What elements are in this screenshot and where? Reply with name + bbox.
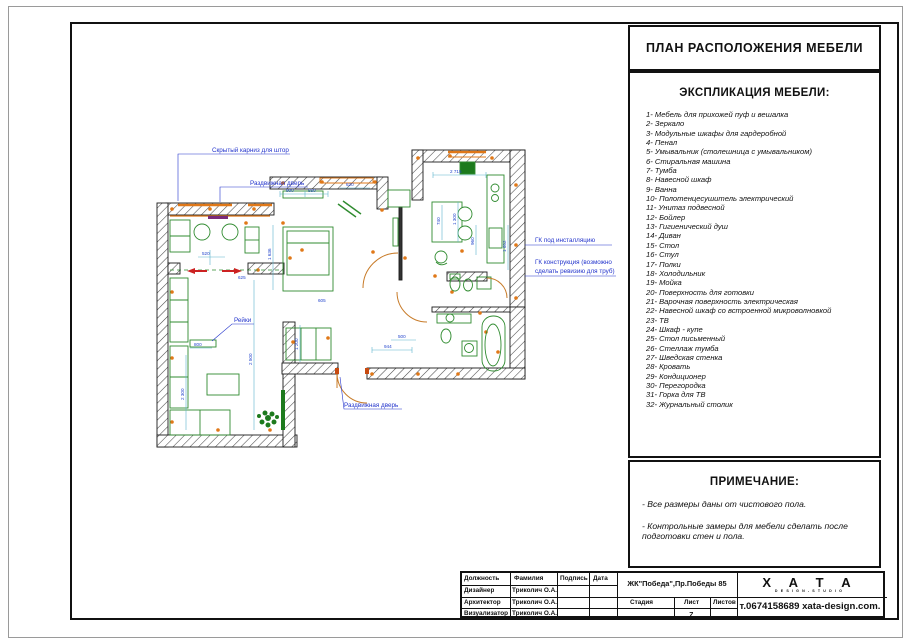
svg-text:500: 500 bbox=[398, 334, 406, 339]
note-line: - Все размеры даны от чистового пола. bbox=[642, 499, 807, 509]
explication-item: 6- Стиральная машина bbox=[646, 156, 731, 166]
svg-text:Скрытый карниз для штор: Скрытый карниз для штор bbox=[212, 147, 289, 154]
explication-item: 7- Тумба bbox=[646, 166, 677, 176]
svg-text:1 200: 1 200 bbox=[294, 338, 299, 350]
col-header-date: Дата bbox=[593, 575, 608, 582]
explication-item: 12- Бойлер bbox=[646, 212, 686, 222]
explication-item: 30- Перегородка bbox=[646, 380, 706, 390]
svg-text:944: 944 bbox=[384, 344, 392, 349]
explication-item: 9- Ванна bbox=[646, 184, 677, 194]
label-sliding-door-bottom bbox=[340, 377, 402, 409]
label-gk-construction bbox=[525, 259, 616, 276]
explication-item: 25- Стол письменный bbox=[646, 334, 726, 344]
role-architect: Архитектор bbox=[464, 598, 501, 606]
explication-item: 19- Мойка bbox=[646, 278, 682, 288]
svg-text:2 300: 2 300 bbox=[180, 388, 185, 400]
svg-text:800: 800 bbox=[194, 342, 202, 347]
name-visualizer: Триколич О.А. bbox=[512, 610, 557, 617]
svg-text:1 052: 1 052 bbox=[502, 240, 507, 252]
svg-text:900: 900 bbox=[286, 188, 294, 193]
explication-item: 5- Умывальник (столешница с умывальником) bbox=[646, 147, 812, 157]
walls-group bbox=[157, 150, 525, 447]
explication-item: 23- ТВ bbox=[646, 315, 669, 325]
svg-text:1 636: 1 636 bbox=[267, 248, 272, 260]
explication-item: 24- Шкаф - купе bbox=[646, 324, 703, 334]
floor-plan bbox=[150, 130, 620, 460]
svg-text:2 500: 2 500 bbox=[248, 353, 253, 365]
svg-text:Рейки: Рейки bbox=[234, 317, 252, 324]
notes-box bbox=[628, 460, 881, 568]
explication-item: 20- Поверхность для готовки bbox=[646, 287, 754, 297]
xata-logo-subtitle: DESIGN-STUDIO bbox=[774, 589, 846, 593]
explication-item: 14- Диван bbox=[646, 231, 681, 241]
svg-text:ГК конструкция (возможно: ГК конструкция (возможно bbox=[535, 259, 612, 266]
svg-text:ГК под инсталляцию: ГК под инсталляцию bbox=[535, 237, 596, 244]
explication-item: 28- Кровать bbox=[646, 362, 691, 372]
explication-item: 32- Журнальный столик bbox=[646, 399, 733, 409]
explication-item: 13- Гигиенический душ bbox=[646, 222, 728, 232]
explication-item: 2- Зеркало bbox=[646, 119, 685, 129]
svg-text:Раздвижная дверь: Раздвижная дверь bbox=[250, 180, 305, 187]
explication-item: 29- Кондиционер bbox=[646, 371, 706, 381]
name-designer: Триколич О.А. bbox=[512, 587, 557, 594]
svg-text:сделать ревизию для труб): сделать ревизию для труб) bbox=[535, 268, 615, 275]
role-visualizer: Визуализатор bbox=[464, 610, 509, 617]
svg-text:Раздвижная дверь: Раздвижная дверь bbox=[344, 402, 399, 409]
title-block bbox=[460, 571, 885, 618]
explication-item: 26- Стеллаж тумба bbox=[646, 343, 719, 353]
explication-item: 31- Горка для ТВ bbox=[646, 390, 706, 400]
explication-item: 1- Мебель для прихожей пуф и вешалка bbox=[646, 110, 789, 119]
role-designer: Дизайнер bbox=[464, 587, 495, 594]
label-curtain bbox=[178, 146, 290, 201]
sheet-title: ПЛАН РАСПОЛОЖЕНИЯ МЕБЕЛИ bbox=[646, 41, 863, 55]
note-line: - Контрольные замеры для мебели сделать после подготовки стен и пола. bbox=[642, 520, 848, 541]
svg-text:520: 520 bbox=[202, 251, 210, 256]
svg-text:960: 960 bbox=[470, 237, 475, 245]
col-header-surname: Фамилия bbox=[514, 575, 544, 582]
explication-item: 15- Стол bbox=[646, 240, 680, 250]
notes-title: ПРИМЕЧАНИЕ: bbox=[709, 476, 800, 488]
svg-text:625: 625 bbox=[238, 275, 246, 280]
label-reiki bbox=[212, 316, 254, 341]
explication-item: 22- Навесной шкаф со встроенной микроволновкой bbox=[646, 306, 832, 316]
svg-text:740: 740 bbox=[436, 217, 441, 225]
sheet-label: Лист bbox=[684, 599, 700, 606]
explication-item: 21- Варочная поверхность электрическая bbox=[646, 296, 798, 306]
explication-list bbox=[646, 110, 879, 409]
col-header-role: Должность bbox=[464, 575, 500, 582]
explication-item: 4- Пенал bbox=[646, 138, 678, 148]
svg-text:2 715: 2 715 bbox=[450, 169, 462, 174]
explication-item: 11- Унитаз подвесной bbox=[646, 203, 725, 213]
project-address: ЖК"Победа",Пр.Победы 85 bbox=[627, 579, 727, 588]
red-arrows-icon bbox=[187, 268, 242, 274]
explication-title: ЭКСПЛИКАЦИЯ МЕБЕЛИ: bbox=[679, 87, 830, 99]
socket-dots-group bbox=[170, 154, 518, 432]
explication-box bbox=[628, 71, 881, 458]
explication-item: 27- Шведская стенка bbox=[646, 352, 723, 362]
sheet-title-box bbox=[628, 25, 881, 71]
label-gk-installation bbox=[525, 237, 612, 245]
sheet-number: 7 bbox=[689, 610, 694, 619]
sheets-label: Листов bbox=[713, 599, 736, 606]
stage-label: Стадия bbox=[630, 599, 654, 606]
svg-text:550: 550 bbox=[308, 188, 316, 193]
svg-text:605: 605 bbox=[318, 298, 326, 303]
name-architect: Триколич О.А. bbox=[512, 598, 557, 606]
xata-logo: Х А Т А bbox=[762, 575, 858, 590]
explication-item: 8- Навесной шкаф bbox=[646, 175, 712, 185]
svg-text:1 300: 1 300 bbox=[452, 213, 457, 225]
explication-item: 17- Полки bbox=[646, 259, 681, 269]
studio-contact: т.0674158689 xata-design.com. bbox=[739, 601, 881, 612]
explication-item: 3- Модульные шкафы для гардеробной bbox=[646, 128, 787, 138]
explication-item: 18- Холодильник bbox=[646, 268, 706, 278]
explication-item: 10- Полотенцесушитель электрический bbox=[646, 194, 794, 204]
svg-text:620: 620 bbox=[346, 182, 354, 187]
explication-item: 16- Стул bbox=[646, 250, 679, 260]
col-header-signature: Подпись bbox=[560, 575, 588, 582]
